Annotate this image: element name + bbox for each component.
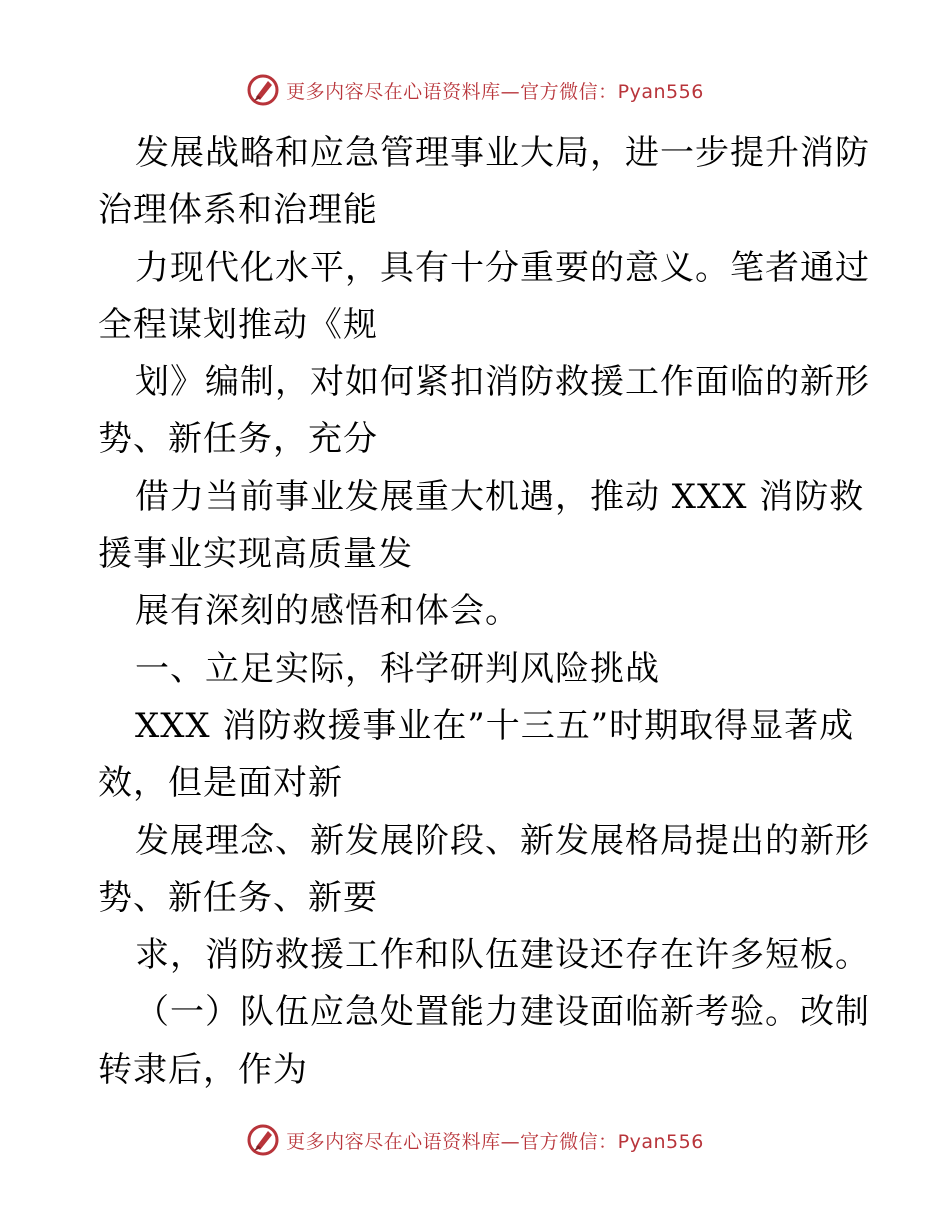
body-line: 力现代化水平，具有十分重要的意义。笔者通过 <box>135 247 870 288</box>
document-body <box>98 125 870 1099</box>
body-line: 展有深刻的感悟和体会。 <box>135 591 520 632</box>
pen-nib-logo-icon <box>246 73 280 107</box>
footer-watermark-banner <box>0 1120 950 1160</box>
body-line: 势、新任务，充分 <box>98 419 378 460</box>
header-banner-text: 更多内容尽在心语资料库—官方微信：Pyan556 <box>286 80 704 103</box>
body-line: 发展战略和应急管理事业大局，进一步提升消防 <box>135 133 870 173</box>
body-line: 援事业实现高质量发 <box>98 534 413 575</box>
body-line: 治理体系和治理能 <box>98 190 378 231</box>
subsection-heading: （一）队伍应急处置能力建设面临新考验。改制 <box>135 992 870 1033</box>
body-line: 发展理念、新发展阶段、新发展格局提出的新形 <box>135 820 870 861</box>
body-line: 求，消防救援工作和队伍建设还存在许多短板。 <box>135 935 870 976</box>
body-line: 转隶后，作为 <box>98 1049 308 1090</box>
section-heading: 一、立足实际，科学研判风险挑战 <box>135 648 660 689</box>
body-line: 划》编制，对如何紧扣消防救援工作面临的新形 <box>135 362 870 403</box>
pen-nib-logo-icon <box>246 1123 280 1157</box>
footer-banner-text: 更多内容尽在心语资料库—官方微信：Pyan556 <box>286 1130 704 1153</box>
body-line: 效，但是面对新 <box>98 763 343 804</box>
body-line: 借力当前事业发展重大机遇，推动 XXX 消防救 <box>135 476 865 517</box>
body-line: 势、新任务、新要 <box>98 877 378 918</box>
body-line: XXX 消防救援事业在”十三五”时期取得显著成 <box>135 705 855 746</box>
header-watermark-banner <box>0 70 950 110</box>
body-line: 全程谋划推动《规 <box>98 304 378 345</box>
